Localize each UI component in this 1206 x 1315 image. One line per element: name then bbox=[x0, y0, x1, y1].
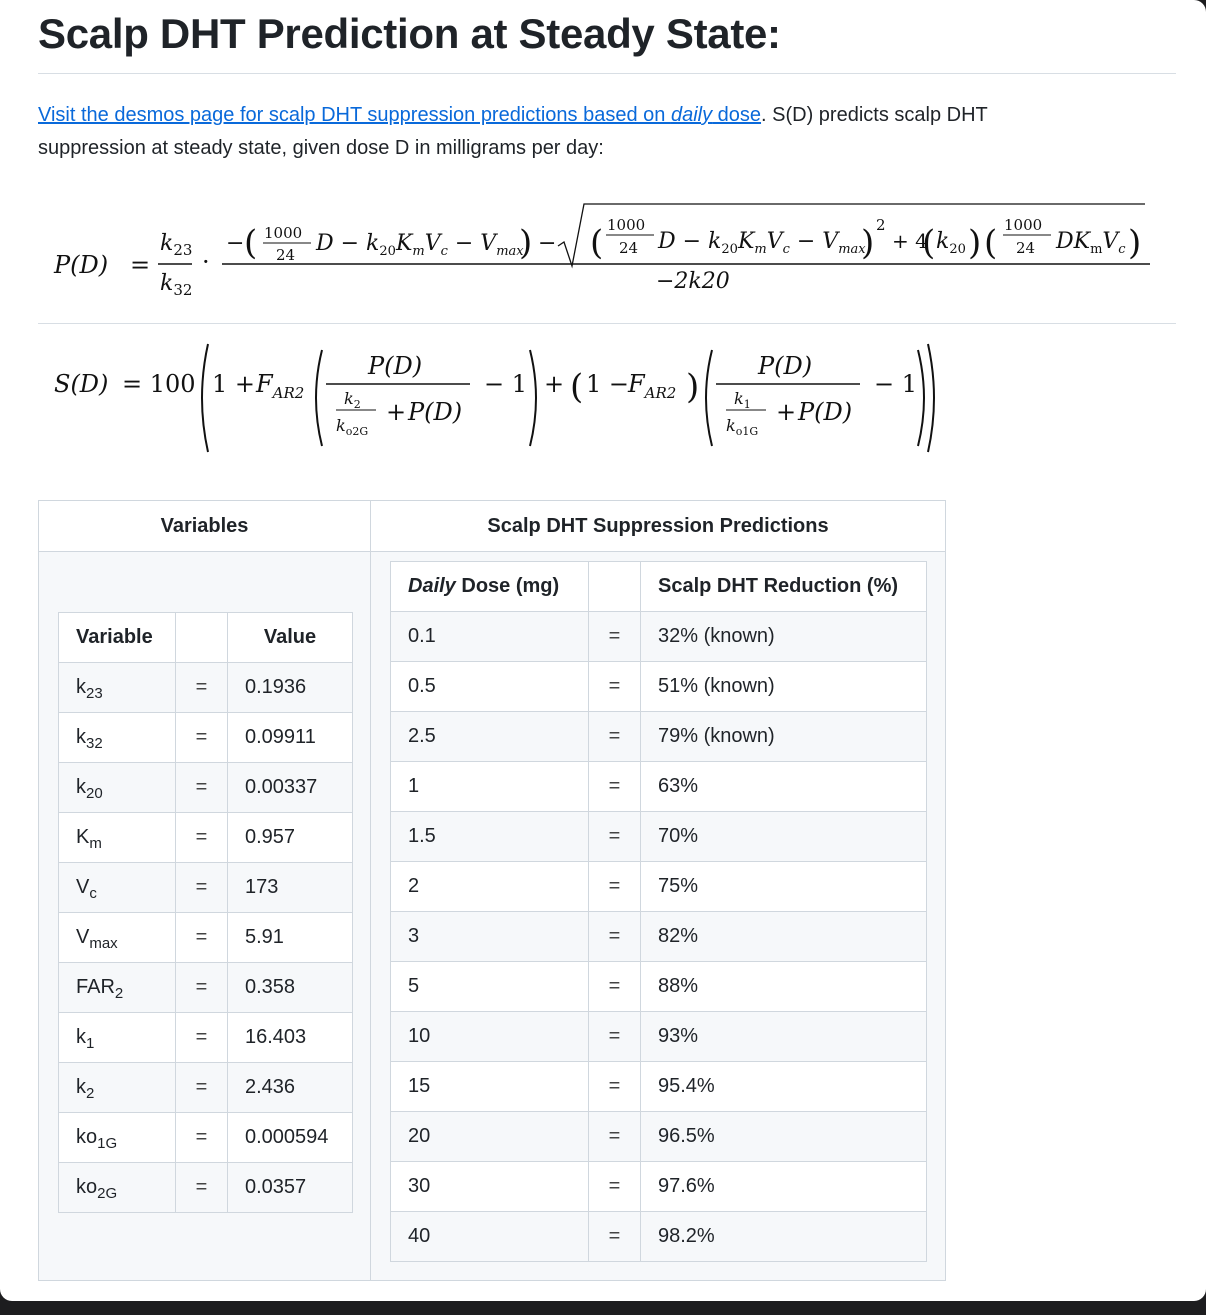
table-row bbox=[59, 863, 353, 913]
predictions-col-dose: Daily Dose (mg) bbox=[391, 562, 589, 612]
equals-sign: = bbox=[176, 813, 228, 863]
variable-name: $k_{20}$ bbox=[59, 763, 176, 813]
svg-text:(: ( bbox=[570, 367, 584, 407]
variable-name: $k_{23}$ bbox=[59, 663, 176, 713]
variable-name: $k_{32}$ bbox=[59, 713, 176, 763]
variables-header: Variables bbox=[39, 501, 370, 552]
equals-sign: = bbox=[176, 1113, 228, 1163]
formula-divider bbox=[38, 323, 1176, 324]
equals-sign: = bbox=[176, 663, 228, 713]
predictions-header: Scalp DHT Suppression Predictions bbox=[371, 501, 945, 552]
svg-text:DKmVc: $DK_mV_c$ bbox=[1056, 229, 1126, 257]
equals-sign: = bbox=[176, 863, 228, 913]
svg-text:− 1: − 1 bbox=[874, 370, 918, 398]
svg-text:): ) bbox=[686, 367, 700, 407]
table-row bbox=[391, 1012, 927, 1062]
reduction-value: 95.4% bbox=[641, 1062, 927, 1112]
formula-p-denominator: −2k20 bbox=[656, 269, 730, 294]
formula-p-of-d bbox=[0, 190, 1206, 310]
svg-text:k1: $k_1$ bbox=[734, 389, 751, 411]
outer-table bbox=[38, 500, 946, 1281]
equals-sign: = bbox=[176, 1163, 228, 1213]
dose-value: 2.5 bbox=[391, 712, 589, 762]
reduction-value: 98.2% bbox=[641, 1212, 927, 1262]
variable-value: 0.00337 bbox=[228, 763, 353, 813]
dose-value: 15 bbox=[391, 1062, 589, 1112]
svg-text:FAR2: $F_{AR2}$ bbox=[628, 370, 677, 402]
equals-sign: = bbox=[589, 1162, 641, 1212]
table-row bbox=[59, 763, 353, 813]
variable-name: $V_c$ bbox=[59, 863, 176, 913]
svg-text:24: 24 bbox=[1016, 239, 1036, 257]
predictions-col-eq bbox=[589, 562, 641, 612]
page-title: Scalp DHT Prediction at Steady State: bbox=[38, 10, 781, 57]
dose-value: 0.1 bbox=[391, 612, 589, 662]
variable-name: $K_m$ bbox=[59, 813, 176, 863]
reduction-value: 96.5% bbox=[641, 1112, 927, 1162]
svg-text:−: − bbox=[226, 231, 245, 256]
reduction-value: 82% bbox=[641, 912, 927, 962]
equals-sign: = bbox=[589, 1112, 641, 1162]
reduction-value: 51% (known) bbox=[641, 662, 927, 712]
svg-text:− 1: − 1 bbox=[484, 370, 528, 398]
equals-sign: = bbox=[589, 1062, 641, 1112]
svg-text:k20: $k_{20}$ bbox=[936, 229, 966, 257]
variable-name: $V_{max}$ bbox=[59, 913, 176, 963]
variables-col-variable: Variable bbox=[59, 613, 176, 663]
table-row bbox=[391, 612, 927, 662]
table-row bbox=[391, 1062, 927, 1112]
dose-value: 10 bbox=[391, 1012, 589, 1062]
table-row bbox=[59, 1063, 353, 1113]
desmos-link[interactable]: Visit the desmos page for scalp DHT suppression predictions based on daily dose bbox=[38, 104, 762, 126]
svg-text:(: ( bbox=[590, 223, 604, 263]
formula-s-of-d bbox=[0, 330, 1206, 460]
equals-sign: = bbox=[176, 913, 228, 963]
table-row bbox=[59, 1113, 353, 1163]
variable-value: 173 bbox=[228, 863, 353, 913]
table-row bbox=[59, 1163, 353, 1213]
svg-text:k32: $k_{32}$ bbox=[160, 271, 193, 299]
equals-sign: = bbox=[589, 712, 641, 762]
variable-value: 2.436 bbox=[228, 1063, 353, 1113]
predictions-col-reduction: Scalp DHT Reduction (%) bbox=[641, 562, 927, 612]
svg-text:2: 2 bbox=[876, 216, 886, 234]
variables-col-value: Value bbox=[228, 613, 353, 663]
reduction-value: 70% bbox=[641, 812, 927, 862]
table-row bbox=[391, 812, 927, 862]
intro-paragraph: Visit the desmos page for scalp DHT suppression predictions based on daily dose. S(D) predicts scalp DHT suppression at steady state, given dose D in milligrams per day: bbox=[38, 104, 988, 159]
variable-name: $k_1$ bbox=[59, 1013, 176, 1063]
svg-text:): ) bbox=[861, 223, 875, 263]
svg-text:+: + bbox=[544, 370, 565, 398]
reduction-value: 97.6% bbox=[641, 1162, 927, 1212]
table-row bbox=[59, 663, 353, 713]
table-row bbox=[391, 662, 927, 712]
reduction-value: 63% bbox=[641, 762, 927, 812]
svg-text:P(D): P(D) bbox=[408, 398, 463, 426]
formula-s-lhs: S(D) bbox=[54, 370, 109, 398]
reduction-value: 32% (known) bbox=[641, 612, 927, 662]
equals-sign: = bbox=[589, 612, 641, 662]
table-row bbox=[391, 862, 927, 912]
svg-text:+: + bbox=[776, 398, 797, 426]
dose-value: 2 bbox=[391, 862, 589, 912]
reduction-value: 79% (known) bbox=[641, 712, 927, 762]
reduction-value: 88% bbox=[641, 962, 927, 1012]
variables-table bbox=[58, 612, 353, 1213]
table-row bbox=[59, 1013, 353, 1063]
svg-text:D − k20KmVc − Vmax: $D - k_{20}K_mV_c - V_{max}$ bbox=[658, 229, 866, 257]
equals-sign: = bbox=[589, 812, 641, 862]
variable-value: 0.000594 bbox=[228, 1113, 353, 1163]
svg-text:): ) bbox=[1128, 223, 1142, 263]
variable-value: 0.09911 bbox=[228, 713, 353, 763]
formula-s-num-2: P(D) bbox=[758, 352, 813, 380]
variable-name: $FAR_2$ bbox=[59, 963, 176, 1013]
equals-sign: = bbox=[176, 1063, 228, 1113]
svg-text:=: = bbox=[130, 251, 151, 279]
formula-s-num-1: P(D) bbox=[368, 352, 423, 380]
svg-text:k23: $k_{23}$ bbox=[160, 231, 193, 259]
dose-value: 30 bbox=[391, 1162, 589, 1212]
svg-text:1 +: 1 + bbox=[212, 370, 256, 398]
outer-column-divider bbox=[370, 501, 371, 1280]
dose-value: 5 bbox=[391, 962, 589, 1012]
equals-sign: = bbox=[176, 763, 228, 813]
formula-p-lhs: P(D) bbox=[54, 251, 109, 279]
table-row bbox=[59, 963, 353, 1013]
variable-value: 0.0357 bbox=[228, 1163, 353, 1213]
svg-text:1 −: 1 − bbox=[586, 370, 630, 398]
dose-value: 20 bbox=[391, 1112, 589, 1162]
equals-sign: = bbox=[176, 1013, 228, 1063]
svg-text:−: − bbox=[538, 231, 557, 256]
table-row bbox=[391, 1212, 927, 1262]
reduction-value: 93% bbox=[641, 1012, 927, 1062]
svg-text:+: + bbox=[386, 398, 407, 426]
svg-text:(: ( bbox=[922, 223, 936, 263]
svg-text:ko1G: $k_{o1G}$ bbox=[726, 416, 759, 438]
dose-value: 3 bbox=[391, 912, 589, 962]
title-divider bbox=[38, 73, 1176, 74]
svg-text:k2: $k_2$ bbox=[344, 389, 361, 411]
dose-value: 0.5 bbox=[391, 662, 589, 712]
variable-name: $k_2$ bbox=[59, 1063, 176, 1113]
svg-text:(: ( bbox=[244, 223, 258, 263]
variables-col-eq bbox=[176, 613, 228, 663]
dose-value: 1.5 bbox=[391, 812, 589, 862]
svg-text:D − k20KmVc − Vmax: $D - k_{20}K_mV_c - V_{max}$ bbox=[316, 231, 524, 259]
svg-text:P(D): P(D) bbox=[798, 398, 853, 426]
svg-text:= 100: = 100 bbox=[122, 370, 196, 398]
svg-text:(: ( bbox=[984, 223, 998, 263]
table-row bbox=[391, 912, 927, 962]
variable-value: 0.1936 bbox=[228, 663, 353, 713]
variable-name: $ko_{2G}$ bbox=[59, 1163, 176, 1213]
svg-text:): ) bbox=[519, 223, 533, 263]
equals-sign: = bbox=[589, 962, 641, 1012]
dose-value: 1 bbox=[391, 762, 589, 812]
variable-value: 5.91 bbox=[228, 913, 353, 963]
equals-sign: = bbox=[589, 662, 641, 712]
table-row bbox=[391, 712, 927, 762]
variable-value: 0.358 bbox=[228, 963, 353, 1013]
predictions-table bbox=[390, 561, 927, 1262]
table-row bbox=[59, 813, 353, 863]
svg-text:·: · bbox=[202, 248, 210, 276]
svg-text:1000: 1000 bbox=[607, 216, 646, 234]
table-row bbox=[391, 1162, 927, 1212]
equals-sign: = bbox=[589, 912, 641, 962]
svg-text:1000: 1000 bbox=[264, 224, 303, 242]
svg-text:ko2G: $k_{o2G}$ bbox=[336, 416, 369, 438]
equals-sign: = bbox=[589, 862, 641, 912]
equals-sign: = bbox=[589, 762, 641, 812]
svg-text:24: 24 bbox=[619, 239, 639, 257]
table-row bbox=[391, 962, 927, 1012]
table-row bbox=[59, 713, 353, 763]
equals-sign: = bbox=[589, 1212, 641, 1262]
variable-value: 16.403 bbox=[228, 1013, 353, 1063]
table-row bbox=[391, 1112, 927, 1162]
svg-text:): ) bbox=[968, 223, 982, 263]
svg-text:1000: 1000 bbox=[1004, 216, 1043, 234]
reduction-value: 75% bbox=[641, 862, 927, 912]
variable-name: $ko_{1G}$ bbox=[59, 1113, 176, 1163]
table-row bbox=[59, 913, 353, 963]
equals-sign: = bbox=[176, 713, 228, 763]
svg-text:24: 24 bbox=[276, 246, 296, 264]
equals-sign: = bbox=[176, 963, 228, 1013]
variable-value: 0.957 bbox=[228, 813, 353, 863]
svg-text:+ 4: + 4 bbox=[892, 229, 928, 253]
table-row bbox=[391, 762, 927, 812]
svg-text:FAR2: $F_{AR2}$ bbox=[256, 370, 305, 402]
equals-sign: = bbox=[589, 1012, 641, 1062]
dose-value: 40 bbox=[391, 1212, 589, 1262]
